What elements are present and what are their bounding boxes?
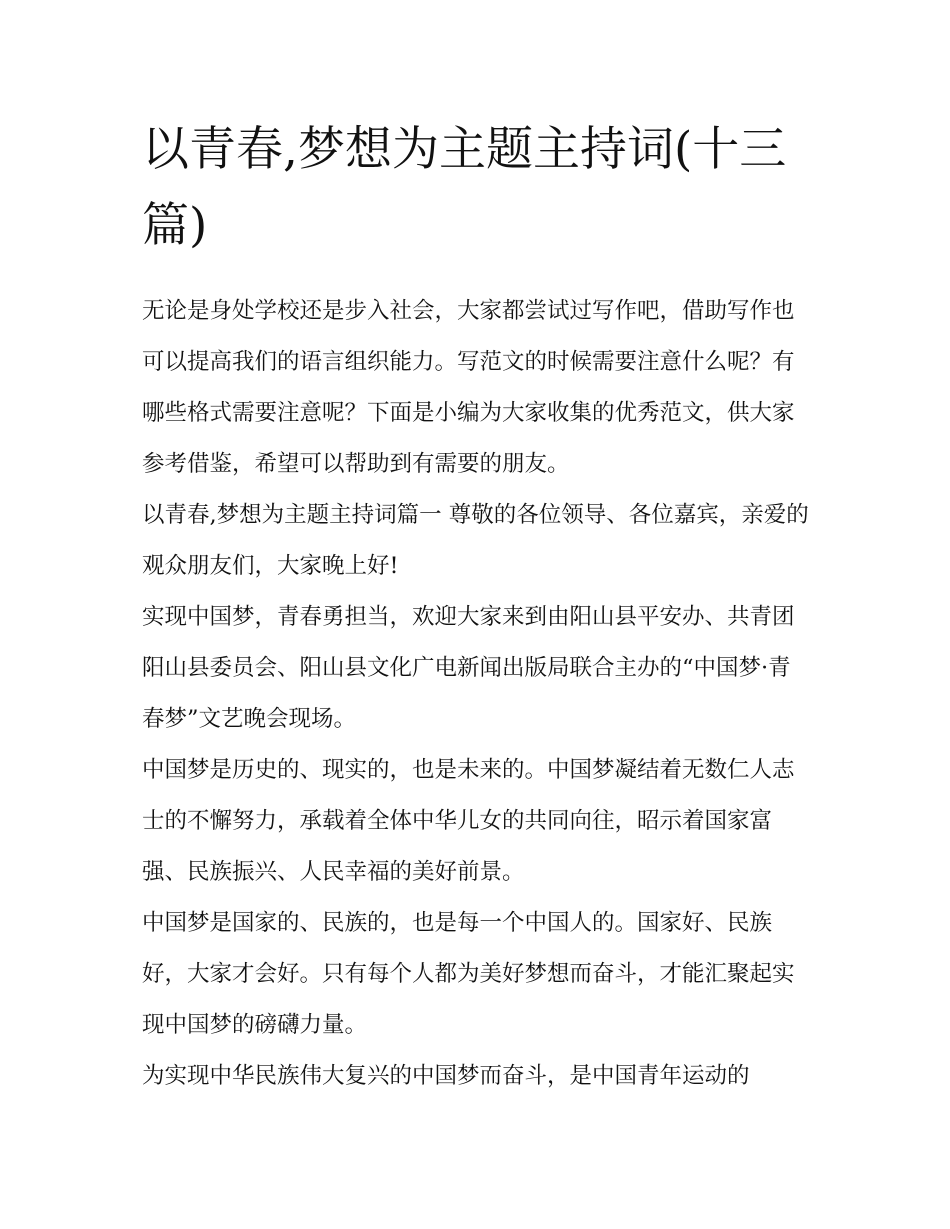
paragraph-intro: 无论是身处学校还是步入社会，大家都尝试过写作吧，借助写作也可以提高我们的语言组织能力。写范文的时候需要注意什么呢？有哪些格式需要注意呢？下面是小编为大家收集的优秀范文，供大家参考借鉴，希望可以帮助到有需要的朋友。: [142, 298, 795, 477]
document-content: [142, 112, 812, 1102]
paragraph-history: 中国梦是历史的、现实的，也是未来的。中国梦凝结着无数仁人志士的不懈努力，承载着全体中华儿女的共同向往，昭示着国家富强、民族振兴、人民幸福的美好前景。: [142, 757, 795, 885]
paragraph-welcome: 实现中国梦，青春勇担当，欢迎大家来到由阳山县平安办、共青团阳山县委员会、阳山县文化广电新闻出版局联合主办的“中国梦·青春梦”文艺晚会现场。: [142, 604, 795, 732]
paragraph-greeting: 以青春,梦想为主题主持词篇一 尊敬的各位领导、各位嘉宾，亲爱的观众朋友们，大家晚上好!: [142, 502, 809, 579]
document-title: 以青春,梦想为主题主持词(十三篇): [142, 122, 787, 253]
paragraph-youth: 为实现中华民族伟大复兴的中国梦而奋斗，是中国青年运动的: [142, 1063, 750, 1089]
document-body: [142, 286, 812, 1102]
paragraph-nation: 中国梦是国家的、民族的，也是每一个中国人的。国家好、民族好，大家才会好。只有每个人都为美好梦想而奋斗，才能汇聚起实现中国梦的磅礴力量。: [142, 910, 795, 1038]
